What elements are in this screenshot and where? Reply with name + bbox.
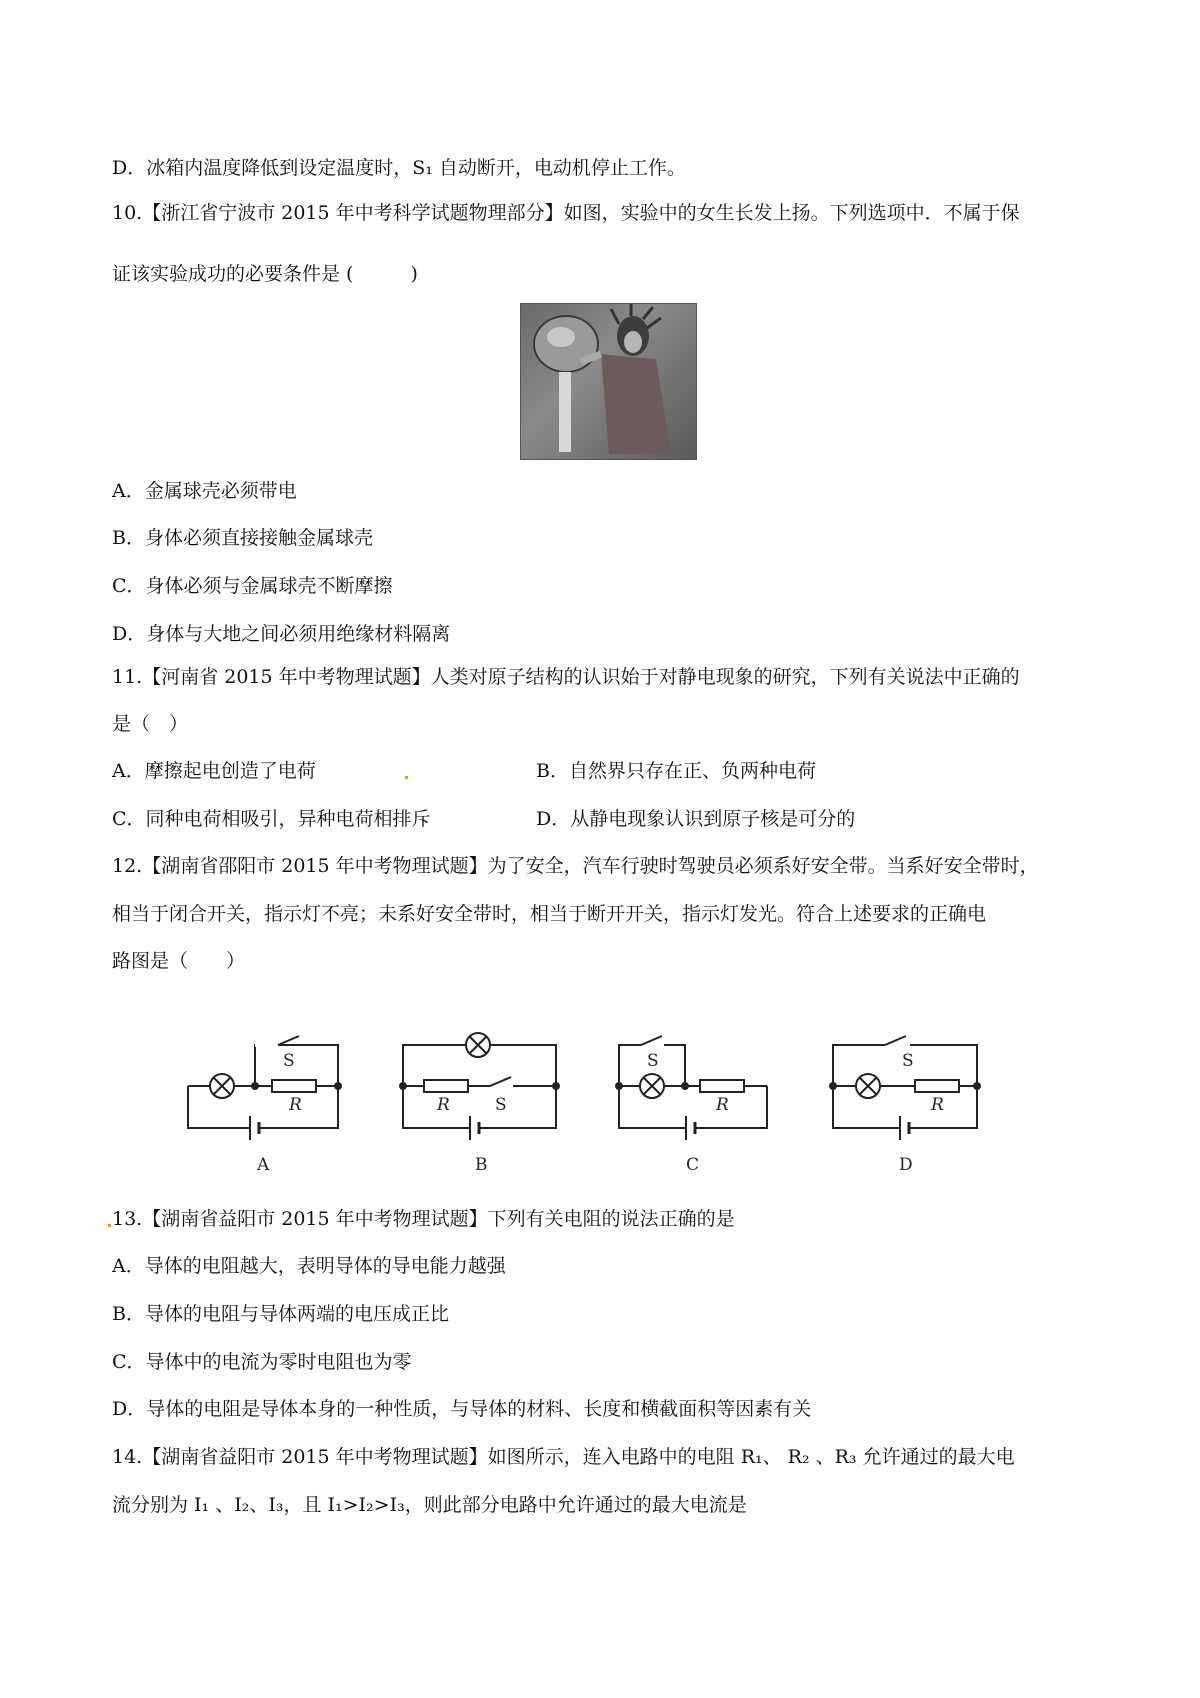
q14-stem-line2: 流分别为 I₁ 、I₂、I₃，且 I₁>I₂>I₃，则此部分电路中允许通过的最大电流是 [112, 1494, 747, 1516]
q12-stem-line1: 12.【湖南省邵阳市 2015 年中考物理试题】为了安全，汽车行驶时驾驶员必须系好安全带。当系好安全带时， [112, 855, 1039, 877]
circuit-b-resistor-label: R [437, 1095, 450, 1115]
stray-mark-2 [108, 1224, 111, 1227]
q10-stem-line1: 10.【浙江省宁波市 2015 年中考科学试题物理部分】如图，实验中的女生长发上扬。下列选项中．不属于保 [112, 202, 1020, 224]
circuit-a-switch-label: S [283, 1051, 295, 1071]
q13-option-d: D．导体的电阻是导体本身的一种性质，与导体的材料、长度和横截面积等因素有关 [112, 1398, 812, 1420]
q9-option-d: D．冰箱内温度降低到设定温度时，S₁ 自动断开，电动机停止工作。 [112, 157, 686, 179]
circuit-b [400, 1033, 559, 1140]
circuit-d-switch-label: S [902, 1051, 914, 1071]
q11-option-a: A．摩擦起电创造了电荷 [112, 760, 316, 782]
q13-option-b: B．导体的电阻与导体两端的电压成正比 [112, 1303, 449, 1325]
stray-mark [405, 776, 408, 779]
q10-option-d: D．身体与大地之间必须用绝缘材料隔离 [112, 623, 451, 645]
circuit-d-label: D [899, 1155, 913, 1175]
circuit-a [188, 1036, 341, 1140]
q10-option-b: B．身体必须直接接触金属球壳 [112, 527, 373, 549]
q11-stem-line2: 是（ ） [112, 713, 189, 735]
circuit-c-resistor-label: R [716, 1095, 729, 1115]
circuit-d-resistor-label: R [931, 1095, 944, 1115]
q13-stem: 13.【湖南省益阳市 2015 年中考物理试题】下列有关电阻的说法正确的是 [112, 1208, 735, 1230]
q10-photo-van-de-graaff [520, 303, 697, 460]
q10-option-a: A．金属球壳必须带电 [112, 480, 297, 502]
circuit-a-label: A [257, 1155, 270, 1175]
q11-option-b: B．自然界只存在正、负两种电荷 [536, 760, 816, 782]
q11-option-c: C．同种电荷相吸引，异种电荷相排斥 [112, 808, 431, 830]
q13-option-a: A．导体的电阻越大，表明导体的导电能力越强 [112, 1255, 506, 1277]
circuit-a-resistor-label: R [289, 1095, 302, 1115]
q12-stem-line3: 路图是（ ） [112, 950, 246, 972]
circuit-c-switch-label: S [647, 1051, 659, 1071]
circuit-c-label: C [686, 1155, 700, 1175]
q10-option-c: C．身体必须与金属球壳不断摩擦 [112, 575, 393, 597]
q11-option-d: D．从静电现象认识到原子核是可分的 [536, 808, 856, 830]
circuit-b-switch-label: S [495, 1095, 507, 1115]
q14-stem-line1: 14.【湖南省益阳市 2015 年中考物理试题】如图所示，连入电路中的电阻 R₁、 R₂ 、R₃ 允许通过的最大电 [112, 1446, 1015, 1468]
circuit-b-label: B [475, 1155, 488, 1175]
q12-stem-line2: 相当于闭合开关，指示灯不亮；未系好安全带时，相当于断开开关，指示灯发光。符合上述要求的正确电 [112, 903, 987, 925]
q10-stem-line2: 证该实验成功的必要条件是 ( ) [112, 263, 418, 285]
circuit-c [616, 1036, 767, 1140]
q13-option-c: C．导体中的电流为零时电阻也为零 [112, 1351, 412, 1373]
q11-stem-line1: 11.【河南省 2015 年中考物理试题】人类对原子结构的认识始于对静电现象的研究，下列有关说法中正确的 [112, 666, 1020, 688]
q12-circuit-diagrams [0, 1000, 1200, 1190]
